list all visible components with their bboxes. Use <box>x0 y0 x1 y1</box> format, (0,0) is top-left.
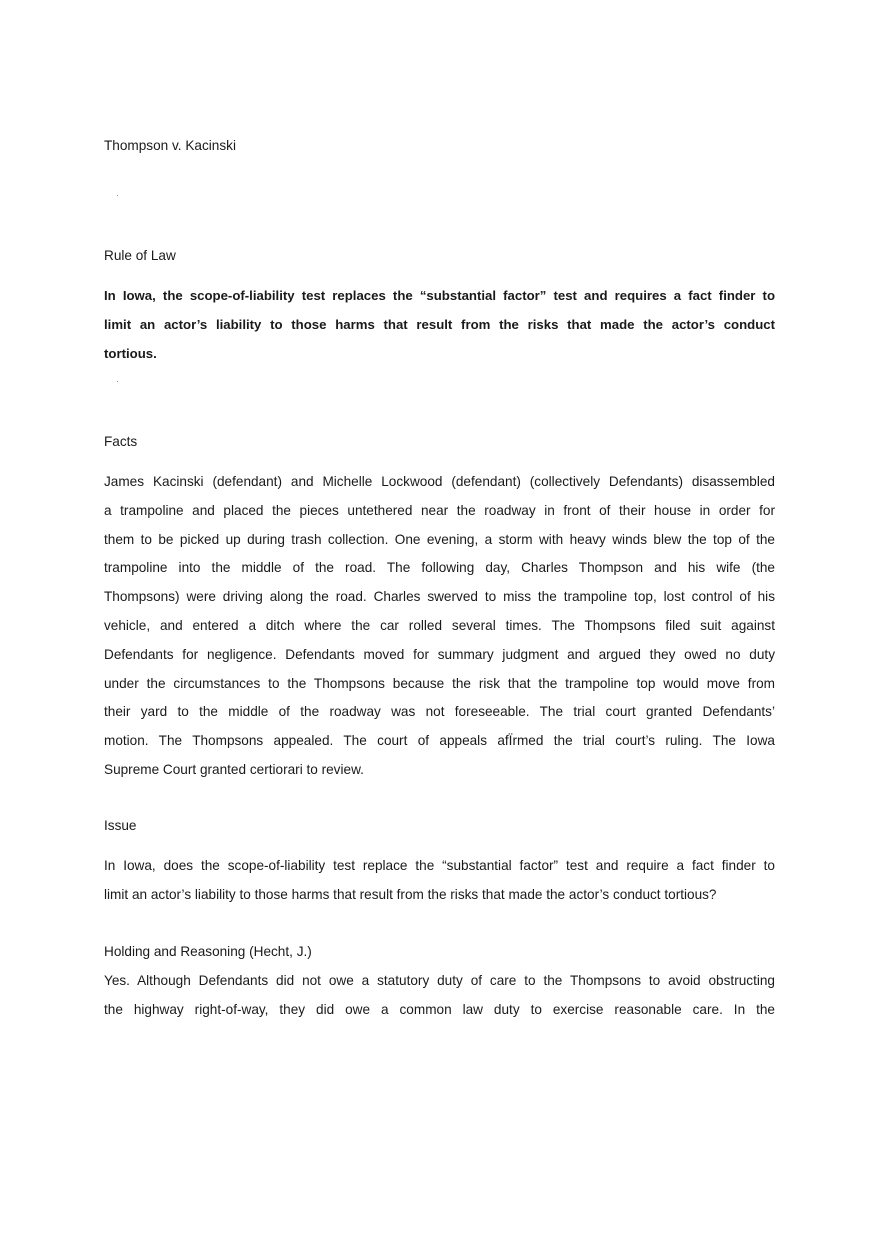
facts-heading: Facts <box>104 434 138 449</box>
text-line: limit an actor’s liability to those harms that result from the risks that made the actor’s conduct <box>104 316 775 332</box>
text-line: Defendants for negligence. Defendants moved for summary judgment and argued they owed no duty <box>104 646 775 662</box>
text-line: their yard to the middle of the roadway was not foreseeable. The trial court granted Defendants’ <box>104 704 775 720</box>
text-line: James Kacinski (defendant) and Michelle Lockwood (defendant) (collectively Defendants) disassembled <box>104 474 775 489</box>
text-line: limit an actor’s liability to those harms that result from the risks that made the actor’s conduct tortious? <box>104 886 717 902</box>
rule-text <box>104 282 775 368</box>
holding-text <box>104 967 775 1025</box>
text-line: Yes. Although Defendants did not owe a statutory duty of care to the Thompsons to avoid obstructing <box>104 973 775 988</box>
text-line: them to be picked up during trash collection. One evening, a storm with heavy winds blew the top of the <box>104 531 775 547</box>
text-line: In Iowa, does the scope-of-liability test replace the “substantial factor” test and require a fact finder to <box>104 858 775 873</box>
text-line: a trampoline and placed the pieces untethered near the roadway in front of their house in order for <box>104 502 775 518</box>
text-line: trampoline into the middle of the road. The following day, Charles Thompson and his wife (the <box>104 560 775 576</box>
facts-text <box>104 468 775 785</box>
text-line: under the circumstances to the Thompsons because the risk that the trampoline top would move from <box>104 675 775 691</box>
text-line: In Iowa, the scope-of-liability test replaces the “substantial factor” test and requires a fact finder to <box>104 288 775 303</box>
text-line: tortious. <box>104 345 157 361</box>
text-line: vehicle, and entered a ditch where the car rolled several times. The Thompsons filed suit against <box>104 617 775 633</box>
text-line: Supreme Court granted certiorari to review. <box>104 761 364 777</box>
rule-heading: Rule of Law <box>104 248 176 263</box>
holding-heading: Holding and Reasoning (Hecht, J.) <box>104 944 312 959</box>
issue-text <box>104 852 775 910</box>
marker-dot <box>117 195 118 196</box>
text-line: motion. The Thompsons appealed. The court of appeals afÏrmed the trial court’s ruling. The Iowa <box>104 733 775 749</box>
text-line: the highway right-of-way, they did owe a common law duty to exercise reasonable care. In the <box>104 1001 775 1017</box>
document-title: Thompson v. Kacinski <box>104 138 236 153</box>
issue-heading: Issue <box>104 818 137 833</box>
marker-dot <box>117 381 118 382</box>
text-line: Thompsons) were driving along the road. Charles swerved to miss the trampoline top, lost control of his <box>104 589 775 605</box>
